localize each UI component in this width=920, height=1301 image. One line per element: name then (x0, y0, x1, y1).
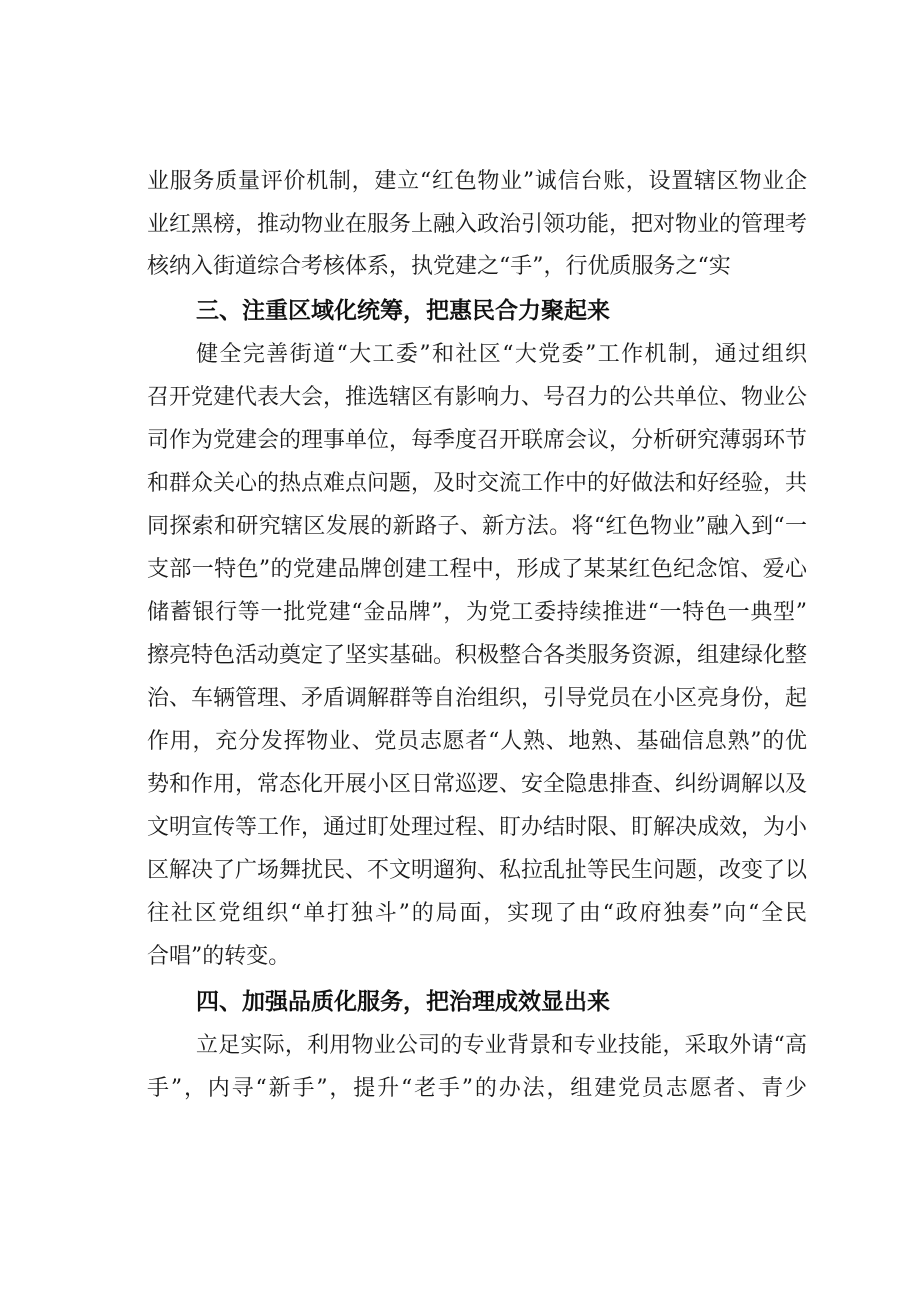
paragraph-line: 文明宣传等工作，通过盯处理过程、盯办结时限、盯解决成效，为小 (147, 815, 808, 840)
paragraph-line: 手”，内寻“新手”，提升“老手”的办法，组建党员志愿者、青少 (147, 1076, 807, 1101)
paragraph-line: 治、车辆管理、矛盾调解群等自治组织，引导党员在小区亮身份，起 (147, 686, 808, 711)
paragraph-line: 立足实际，利用物业公司的专业背景和专业技能，采取外请“高 (196, 1033, 807, 1058)
paragraph-line: 势和作用，常态化开展小区日常巡逻、安全隐患排查、纠纷调解以及 (147, 772, 808, 797)
paragraph-line: 合唱”的转变。 (147, 944, 291, 969)
paragraph-line: 储蓄银行等一批党建“金品牌”，为党工委持续推进“一特色一典型” (147, 600, 807, 625)
paragraph-line: 司作为党建会的理事单位，每季度召开联席会议，分析研究薄弱环节 (147, 428, 808, 453)
section-heading-4: 四、加强品质化服务，把治理成效显出来 (196, 989, 610, 1015)
paragraph-line: 区解决了广场舞扰民、不文明遛狗、私拉乱扯等民生问题，改变了以 (147, 858, 808, 883)
section-heading-3: 三、注重区域化统筹，把惠民合力聚起来 (196, 298, 610, 324)
paragraph-line: 同探索和研究辖区发展的新路子、新方法。将“红色物业”融入到“一 (147, 514, 807, 539)
paragraph-line: 支部一特色”的党建品牌创建工程中，形成了某某红色纪念馆、爱心 (147, 557, 807, 582)
paragraph-line: 核纳入街道综合考核体系，执党建之“手”，行优质服务之“实 (147, 254, 731, 279)
paragraph-line: 和群众关心的热点难点问题，及时交流工作中的好做法和好经验，共 (147, 471, 808, 496)
paragraph-line: 往社区党组织“单打独斗”的局面，实现了由“政府独奏”向“全民 (147, 901, 807, 926)
paragraph-line: 作用，充分发挥物业、党员志愿者“人熟、地熟、基础信息熟”的优 (147, 729, 807, 754)
paragraph-line: 业红黑榜，推动物业在服务上融入政治引领功能，把对物业的管理考 (147, 212, 808, 237)
paragraph-line: 业服务质量评价机制，建立“红色物业”诚信台账，设置辖区物业企 (147, 169, 807, 194)
paragraph-line: 召开党建代表大会，推选辖区有影响力、号召力的公共单位、物业公 (147, 385, 808, 410)
paragraph-line: 健全完善街道“大工委”和社区“大党委”工作机制，通过组织 (196, 342, 807, 367)
paragraph-line: 擦亮特色活动奠定了坚实基础。积极整合各类服务资源，组建绿化整 (147, 643, 808, 668)
